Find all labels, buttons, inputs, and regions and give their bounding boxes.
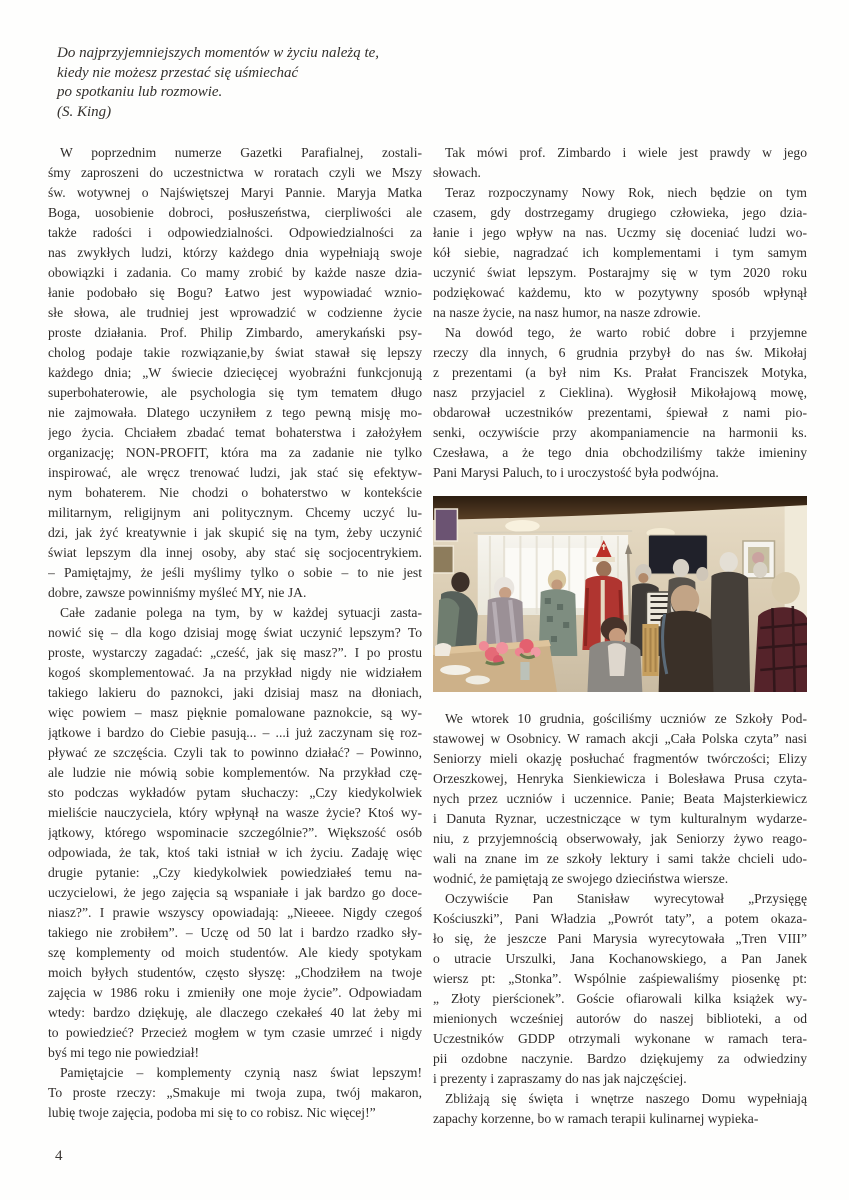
text-line: ło się, że jeszcze Pani Marysia wyrecytowała „Tren VIII” [433,931,807,946]
text-line: niasz?”. I prawie wszyscy opowiadają: „Nieeee. Nigdy czegoś [48,905,422,920]
text-line: Seniorzy mieli okazję posłuchać fragmentów twórczości; Elizy [433,751,807,766]
person-face [638,573,648,583]
text-line: o utracie Urszulki, Jana Kochanowskiego, a Pan Janek [433,951,807,966]
text-line: łanie podobało się Bogu? Łatwo jest wypowiadać wznio- [48,285,422,300]
text-line: Orzeszkowej, Henryka Sienkiewicza i Bolesława Prusa czyta- [433,771,807,786]
text-line: – Pamiętajmy, że jeśli myślimy tylko o sobie – to nie jest [48,565,422,580]
person-head [771,572,799,604]
text-line: kół siebie, nagradzać ich komplementami i tym samym [433,245,807,260]
text-line: mienionych wcześniej autorów do naszej biblioteki, a od [433,1011,807,1026]
text-line: ale ludzie nie mówią sobie komplementów. Na przykład czę- [48,765,422,780]
paragraph [433,323,807,483]
person-body [709,572,750,692]
paragraph [433,709,807,889]
text-line: takiego lakieru do paznokci, jaki dzisiaj masz na dłoniach, [48,685,422,700]
text-line: czasem, gdy dostrzegamy drugiego człowieka, jego dzia- [433,205,807,220]
text-line: jego życia. Chciałem zbadać temat bohaterstwa i założyłem [48,425,422,440]
person-head [720,552,738,572]
text-line: cholog podaje takie rozwiązanie,by świat stawał się lepszy [48,345,422,360]
right-column-bottom [433,709,807,1129]
text-line: mieliście nauczyciela, który wpłynął na wasze życie? Ktoś wy- [48,805,422,820]
text-line: odpowiada, że tak, ktoś taki istniał w ich życiu. Zadaję więc [48,845,422,860]
text-line: zapachy korzenne, bo w ramach terapii kulinarnej wypieka- [433,1111,759,1126]
event-photo [433,496,807,692]
person-head [673,559,689,577]
person-face [499,587,511,599]
text-line: Czesława, a że tego dnia obchodziliśmy także imieniny [433,445,807,460]
text-line: „ Złoty pierścionek”. Goście ofiarowali kilka książek wy- [433,991,807,1006]
text-line: wiersz pt: „Stonka”. Wspólnie zaśpiewaliśmy piosenkę pt: [433,971,807,986]
text-line: stawowej w Osobnicy. W ramach akcji „Cała Polska czyta” nasi [433,731,807,746]
text-line: Na dowód tego, że warto robić dobre i przyjemne [445,325,807,340]
text-line: dobre, zawsze powinniśmy myśleć MY, nie JA. [48,585,307,600]
paragraph [48,1063,422,1123]
plate [466,676,490,685]
paragraph [48,143,422,603]
text-line: słowach. [433,165,481,180]
text-line: To proste rzeczy: „Smakuje mi twoja zupa, twój makaron, [48,1085,422,1100]
text-line: nas zwykłych ludzi, którzy każdego dnia wypełniają swoje [48,245,422,260]
text-line: nasz przyjaciel z Cieklina). Wygłosił Mikołajową mowę, [433,385,807,400]
paragraph [48,603,422,1063]
text-line: rzeczy dla innych, 6 grudnia przybył do nas św. Mikołaj [433,345,807,360]
text-line: to powiedzieć? Przecież mogłem w tym czasie umrzeć i nigdy [48,1025,422,1040]
text-line: wodnić, że pamiętają ze swojego dzieciństwa wiersze. [433,871,729,886]
text-line: także radości i odpowiedzialności. Odpowiedzialności za [48,225,422,240]
paragraph [433,889,807,1089]
person-body [659,611,714,692]
text-line: więc powiem – masz pięknie pomalowane paznokcie, są wy- [48,705,422,720]
article-body [48,143,807,1129]
text-line: Pani Marysi Paluch, to i uroczystość była podwójna. [433,465,719,480]
text-line: Zbliżają się święta i wnętrze naszego Domu wypełniają [445,1091,807,1106]
text-line: Tak mówi prof. Zimbardo i wiele jest prawdy w jego [445,145,807,160]
text-line: proste, wystarczy zagadać: „cześć, jak się masz?”. I po prostu [48,645,422,660]
person-head [451,572,469,592]
person-body [754,607,807,692]
text-line: senki, oczywiście przy akompaniamencie na harmonii ks. [433,425,807,440]
text-line: świat lepszym dla innej osoby, aby stać się socjocentrykiem. [48,545,422,560]
text-line: Teraz rozpoczynamy Nowy Rok, niech będzie on tym [445,185,807,200]
text-line: Boga, uosobienie dobroci, posłuszeństwa, cierpliwości ale [48,205,422,220]
text-line: lubię twoje zajęcia, podoba mi się to co robisz. Nic więcej!” [48,1105,376,1120]
quote-line: kiedy nie możesz przestać się uśmiechać [57,64,299,81]
wall-picture [433,546,453,573]
person-head [753,562,767,578]
text-line: drugie pytanie: „Czy kiedykolwiek powiedziałeś temu na- [48,865,422,880]
text-line: i Danuta Ryznar, uczestniczące w tym kulturalnym wydarze- [433,811,807,826]
left-column [48,143,422,1129]
ceiling-light [505,520,540,532]
page-number: 4 [55,1148,63,1164]
text-line: W poprzednim numerze Gazetki Parafialnej, zostali- [60,145,422,160]
text-line: jątkowe i bardzo do Ciebie pasują... – ...i już zaczynam się roz- [48,725,422,740]
text-line: dzi, jak żyć kreatywnie i jak skupić się na tym, żeby uczynić [48,525,422,540]
text-line: pii ozdobne naczynie. Bardzo dziękujemy za odwiedziny [433,1051,807,1066]
text-line: byś mi tego nie powiedział! [48,1045,200,1060]
text-line: kogoś skomplementować. Ja na przykład nigdy nie widziałem [48,665,422,680]
text-line: słe słowa, ale trudniej jest wprowadzić w codzienne życie [48,305,422,320]
person-head [696,567,708,581]
st-nicholas-face [596,561,611,577]
text-line: organizację; NON-PROFIT, która ma za zadanie nie tylko [48,445,422,460]
text-line: śmy zaproszeni do uczestnictwa w roratach czyli we Mszy [48,165,422,180]
text-line: zajęcia w 1986 roku i zmieniły one moje życie”. Odpowiadam [48,985,422,1000]
paragraph [433,143,807,183]
text-line: superbohaterowie, ale psychologia się tym tematem długo [48,385,422,400]
blouse [608,643,626,676]
right-column-top [433,143,807,483]
quote-line: Do najprzyjemniejszych momentów w życiu należą te, [57,45,380,61]
text-line: inspirować, ale wręcz trenować ludzi, jak stać się efektyw- [48,465,422,480]
text-line: obowiązki i zadania. Co mamy zrobić by każde nasze dzia- [48,265,422,280]
person-arm [437,598,459,646]
text-line: niu, z przyjemnością obserwowały, jak Seniorzy żywo reago- [433,831,807,846]
quote-line: po spotkaniu lub rozmowie. [57,84,223,100]
napkin [435,643,451,656]
quote-line: (S. King) [57,103,112,120]
text-line: i prezenty i zapraszamy do nas jak najczęściej. [433,1071,687,1086]
text-line: nych przez uczniów i uczennice. Panie; Beata Majsterkiewicz [433,791,807,806]
text-line: uczycielowi, że jego zajęcia są wspaniałe i jak bardzo go doce- [48,885,422,900]
text-line: militarnym, religijnym ani politycznym. Chcemy uczyć lu- [48,505,422,520]
text-line: na nasze życie, na nasz humor, na nasze zdrowie. [433,305,701,320]
text-line: podziękować każdemu, kto w pozytywny sposób wpłynął [433,285,807,300]
text-line: proste działania. Prof. Philip Zimbardo, amerykański psy- [48,325,422,340]
text-line: św. wotywnej o Najświętszej Maryi Pannie. Maryja Matka [48,185,422,200]
text-line: wtedy: bardzo dziękuję, ale dlaczego czekałeś 40 lat żeby mi [48,1005,422,1020]
person-head [671,585,699,615]
text-line: Pamiętajcie – komplementy czynią nasz świat lepszym! [60,1065,422,1080]
text-line: sto podczas wykładów pytam słuchaczy: „Czy kiedykolwiek [48,785,422,800]
text-line: szę komplementy od moich studentów. Ale kiedy spotykam [48,945,422,960]
text-line: pływać ze szczęścia. Czyli tak to powinno działać? – Powinno, [48,745,422,760]
epigraph-quote [57,44,477,122]
text-line: każdego dnia; „W świecie dziecięcej wyobraźni funkcjonują [48,365,422,380]
text-line: wali na znane im ze szkoły lektury i sami także chcieli udo- [433,851,807,866]
text-line: z prezentami (a był nim Ks. Prałat Franciszek Motyka, [433,365,807,380]
text-line: nowić się – dla kogo dzisiaj mogę świat uczynić lepszym? To [48,625,422,640]
paragraph [433,183,807,323]
text-line: Oczywiście Pan Stanisław wyrecytował „Przysięgę [445,891,807,906]
right-column [433,143,807,1129]
text-line: Całe zadanie polega na tym, by w każdej sytuacji zasta- [60,605,422,620]
text-line: We wtorek 10 grudnia, gościliśmy uczniów ze Szkoły Pod- [445,711,807,726]
text-line: obdarował uczestników prezentami, śpiewał z nami pio- [433,405,807,420]
person-face [551,580,562,591]
vase [520,662,529,680]
text-line: jątkowy, którego wspominacie szczególnie?”. Większość osób [48,825,422,840]
paragraph [433,1089,807,1129]
plate [440,665,470,675]
text-line: uczynić świat lepszym. Postarajmy się w tym 2020 roku [433,265,807,280]
text-line: nie zajmowała. Dlatego uczyniłem z tego pewną misję mo- [48,405,422,420]
text-line: moich byłych studentów, często słyszę: „Chodziłem na twoje [48,965,422,980]
wall-picture-art [752,552,764,564]
text-line: nym bohaterem. Nie chodzi o bohaterstwo w kontekście [48,485,422,500]
text-line: Kościuszki”, Pani Władzia „Powrót taty”, a potem okaza- [433,911,807,926]
wall-picture [435,509,457,541]
text-line: Uczestników GDDP otrzymali wykonane w ramach tera- [433,1031,807,1046]
text-line: takiego nie zrobiłem”. – Uczę od 50 lat i bardzo rzadko sły- [48,925,422,940]
text-line: łanie i jego wpływ na nas. Uczmy się doceniać ludzi wo- [433,225,807,240]
